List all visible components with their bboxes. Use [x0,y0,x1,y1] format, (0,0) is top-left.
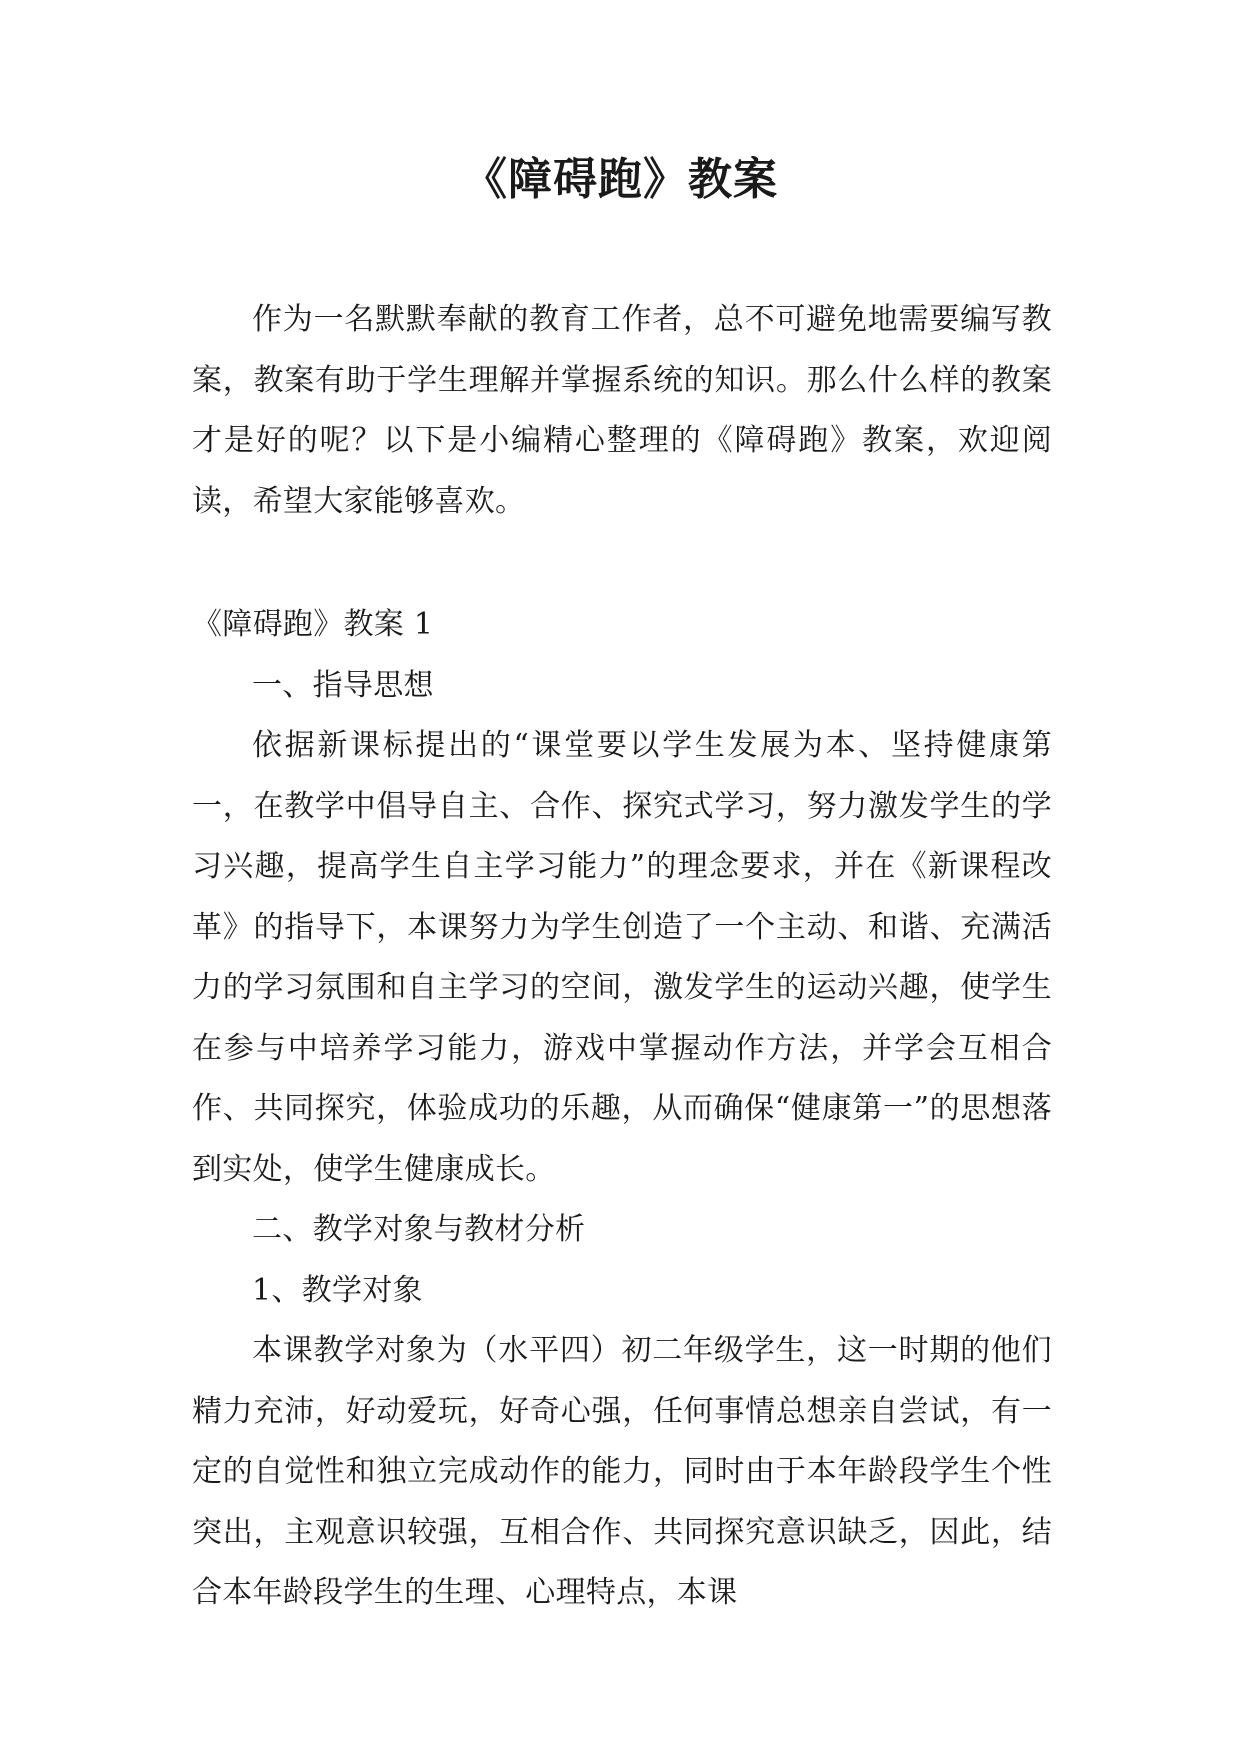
heading-guiding-ideology: 一、指导思想 [252,667,434,703]
section-heading: 《障碍跑》教案 1 [192,607,434,642]
heading-teaching-object: 1、教学对象 [252,1272,423,1308]
paragraph-teaching-object: 本课教学对象为（水平四）初二年级学生，这一时期的他们精力充沛，好动爱玩，好奇心强，任何事情总想亲自尝试，有一定的自觉性和独立完成动作的能力，同时由于本年龄段学生个性突出，主观意识较强，互相合作、共同探究意识缺乏，因此，结合本年龄段学生的生理、心理特点，本课 [192,1333,1052,1610]
document-body [192,290,1052,1624]
paragraph-guiding-ideology: 依据新课标提出的“课堂要以学生发展为本、坚持健康第一，在教学中倡导自主、合作、探究式学习，努力激发学生的学习兴趣，提高学生自主学习能力”的理念要求，并在《新课程改革》的指导下，本课努力为学生创造了一个主动、和谐、充满活力的学习氛围和自主学习的空间，激发学生的运动兴趣，使学生在参与中培养学习能力，游戏中掌握动作方法，并学会互相合作、共同探究，体验成功的乐趣，从而确保“健康第一”的思想落到实处，使学生健康成长。 [192,728,1052,1187]
document-title: 《障碍跑》教案 [463,154,778,205]
heading-teaching-object-analysis: 二、教学对象与教材分析 [252,1212,586,1247]
intro-paragraph: 作为一名默默奉献的教育工作者，总不可避免地需要编写教案，教案有助于学生理解并掌握系统的知识。那么什么样的教案才是好的呢？以下是小编精心整理的《障碍跑》教案，欢迎阅读，希望大家能够喜欢。 [192,302,1052,519]
